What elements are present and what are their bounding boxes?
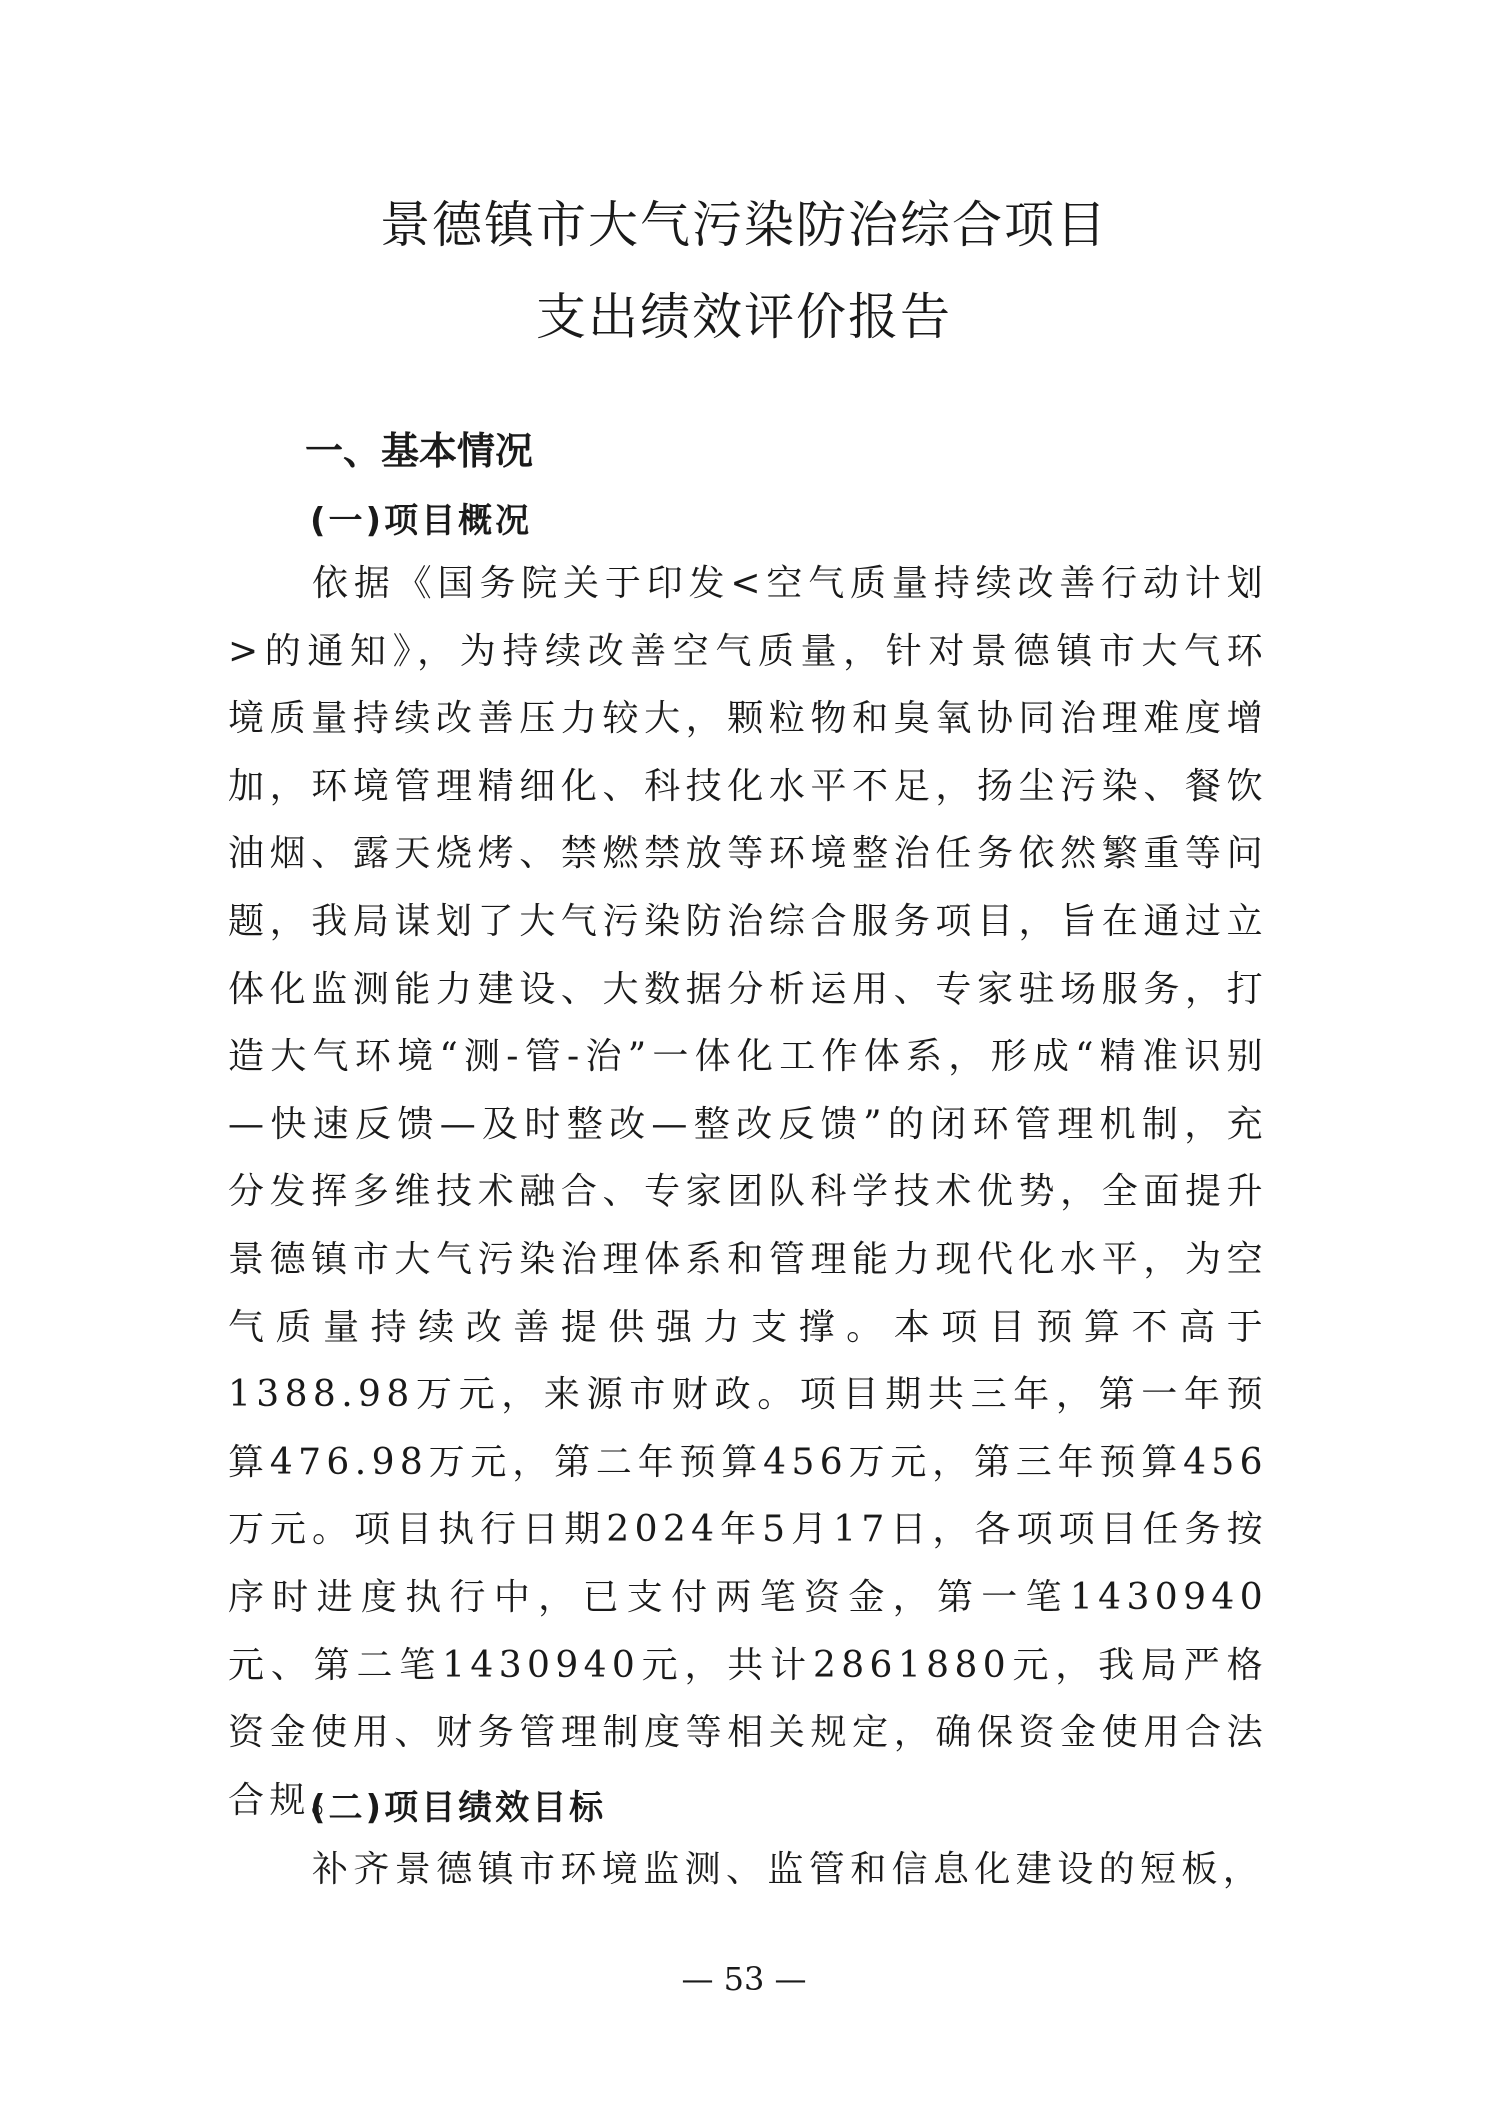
page-number: — 53 — (681, 1960, 807, 1998)
document-title-line-1: 景德镇市大气污染防治综合项目 (380, 196, 1108, 254)
subsection-heading-performance-goals: (二)项目绩效目标 (310, 1788, 607, 1828)
subsection-heading-project-overview: (一)项目概况 (310, 501, 533, 541)
paragraph-performance-goals: 补齐景德镇市环境监测、监管和信息化建设的短板， (312, 1849, 1265, 1890)
section-heading-basic-info: 一、基本情况 (305, 429, 534, 473)
document-title-line-2: 支出绩效评价报告 (536, 288, 952, 346)
paragraph-project-overview: 依据《国务院关于印发<空气质量持续改善行动计划>的通知》，为持续改善空气质量，针对景德镇市大气环境质量持续改善压力较大，颗粒物和臭氧协同治理难度增加，环境管理精细化、科技化水平不足，扬尘污染、餐饮油烟、露天烧烤、禁燃禁放等环境整治任务依然繁重等问题，我局谋划了大气污染防治综合服务项目，旨在通过立体化监测能力建设、大数据分析运用、专家驻场服务，打造大气环境“测-管-治”一体化工作体系，形成“精准识别—快速反馈—及时整改—整改反馈”的闭环管理机制，充分发挥多维技术融合、专家团队科学技术优势，全面提升景德镇市大气污染治理体系和管理能力现代化水平，为空气质量持续改善提供强力支撑。本项目预算不高于1388.98万元，来源市财政。项目期共三年，第一年预算476.98万元，第二年预算456万元，第三年预算456万元。项目执行日期2024年5月17日，各项项目任务按序时进度执行中，已支付两笔资金，第一笔1430940元、第二笔1430940元，共计2861880元，我局严格资金使用、财务管理制度等相关规定，确保资金使用合法合规。 (228, 563, 1268, 1821)
